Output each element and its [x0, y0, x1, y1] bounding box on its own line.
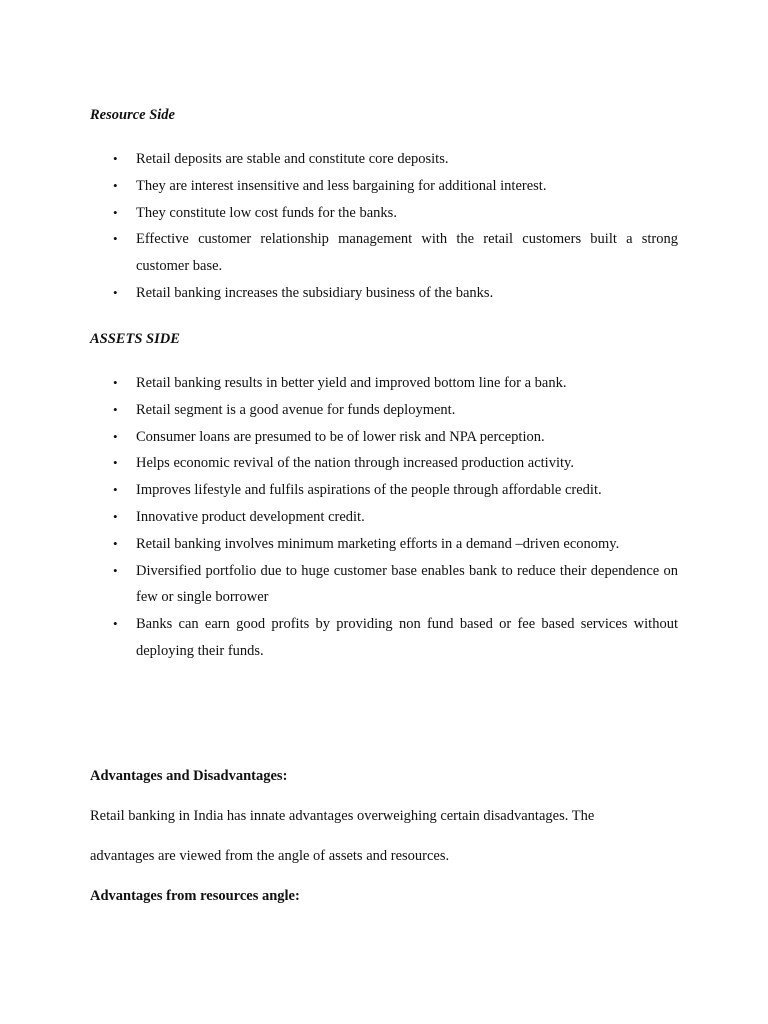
list-item-text: They constitute low cost funds for the banks. [136, 204, 397, 221]
assets-side-list [0, 370, 768, 665]
list-item [0, 504, 678, 531]
list-item [0, 226, 678, 280]
list-item-text: They are interest insensitive and less bargaining for additional interest. [136, 177, 547, 194]
list-item-text: Retail banking results in better yield and improved bottom line for a bank. [136, 375, 567, 391]
bullet-icon: • [113, 204, 118, 220]
list-item-text: Retail deposits are stable and constitute core deposits. [136, 151, 449, 167]
assets-side-heading: ASSETS SIDE [90, 331, 180, 347]
bullet-icon: • [113, 231, 118, 247]
advantages-paragraph-line-1: Retail banking in India has innate advantages overweighing certain disadvantages. The [90, 808, 595, 824]
list-item [0, 173, 678, 200]
list-item [0, 424, 678, 451]
bullet-icon: • [113, 562, 118, 578]
bullet-icon: • [113, 482, 118, 498]
list-item-text: Diversified portfolio due to huge customer base enables bank to reduce their dependence on few or single borrower [136, 562, 678, 606]
list-item [0, 146, 678, 173]
list-item-text: Retail segment is a good avenue for funds deployment. [136, 401, 456, 418]
list-item [0, 397, 678, 424]
advantages-heading: Advantages and Disadvantages: [90, 768, 288, 784]
bullet-icon: • [113, 401, 118, 417]
list-item [0, 611, 678, 665]
resource-side-heading: Resource Side [90, 107, 175, 123]
list-item [0, 531, 678, 558]
advantages-resources-subheading: Advantages from resources angle: [90, 888, 300, 904]
bullet-icon: • [113, 375, 118, 390]
bullet-icon: • [113, 428, 118, 444]
list-item-text: Effective customer relationship management with the retail customers built a strong customer base. [136, 231, 678, 275]
bullet-icon: • [113, 284, 118, 300]
resource-side-list [0, 146, 768, 307]
list-item-text: Consumer loans are presumed to be of lower risk and NPA perception. [136, 428, 545, 445]
list-item [0, 200, 678, 227]
list-item-text: Retail banking involves minimum marketing efforts in a demand –driven economy. [136, 535, 620, 552]
bullet-icon: • [113, 535, 118, 551]
bullet-icon: • [113, 455, 118, 471]
advantages-paragraph-line-2: advantages are viewed from the angle of assets and resources. [90, 848, 450, 864]
bullet-icon: • [113, 177, 118, 193]
list-item [0, 558, 678, 612]
bullet-icon: • [113, 616, 118, 632]
list-item-text: Improves lifestyle and fulfils aspirations of the people through affordable credit. [136, 482, 602, 499]
bullet-icon: • [113, 508, 118, 524]
list-item-text: Banks can earn good profits by providing non fund based or fee based services without deploying their funds. [136, 616, 678, 659]
list-item-text: Retail banking increases the subsidiary business of the banks. [136, 284, 494, 301]
list-item-text: Innovative product development credit. [136, 508, 365, 525]
list-item [0, 450, 678, 477]
list-item-text: Helps economic revival of the nation through increased production activity. [136, 455, 574, 472]
bullet-icon: • [113, 151, 118, 166]
list-item [0, 370, 678, 397]
list-item [0, 280, 678, 307]
list-item [0, 477, 678, 504]
